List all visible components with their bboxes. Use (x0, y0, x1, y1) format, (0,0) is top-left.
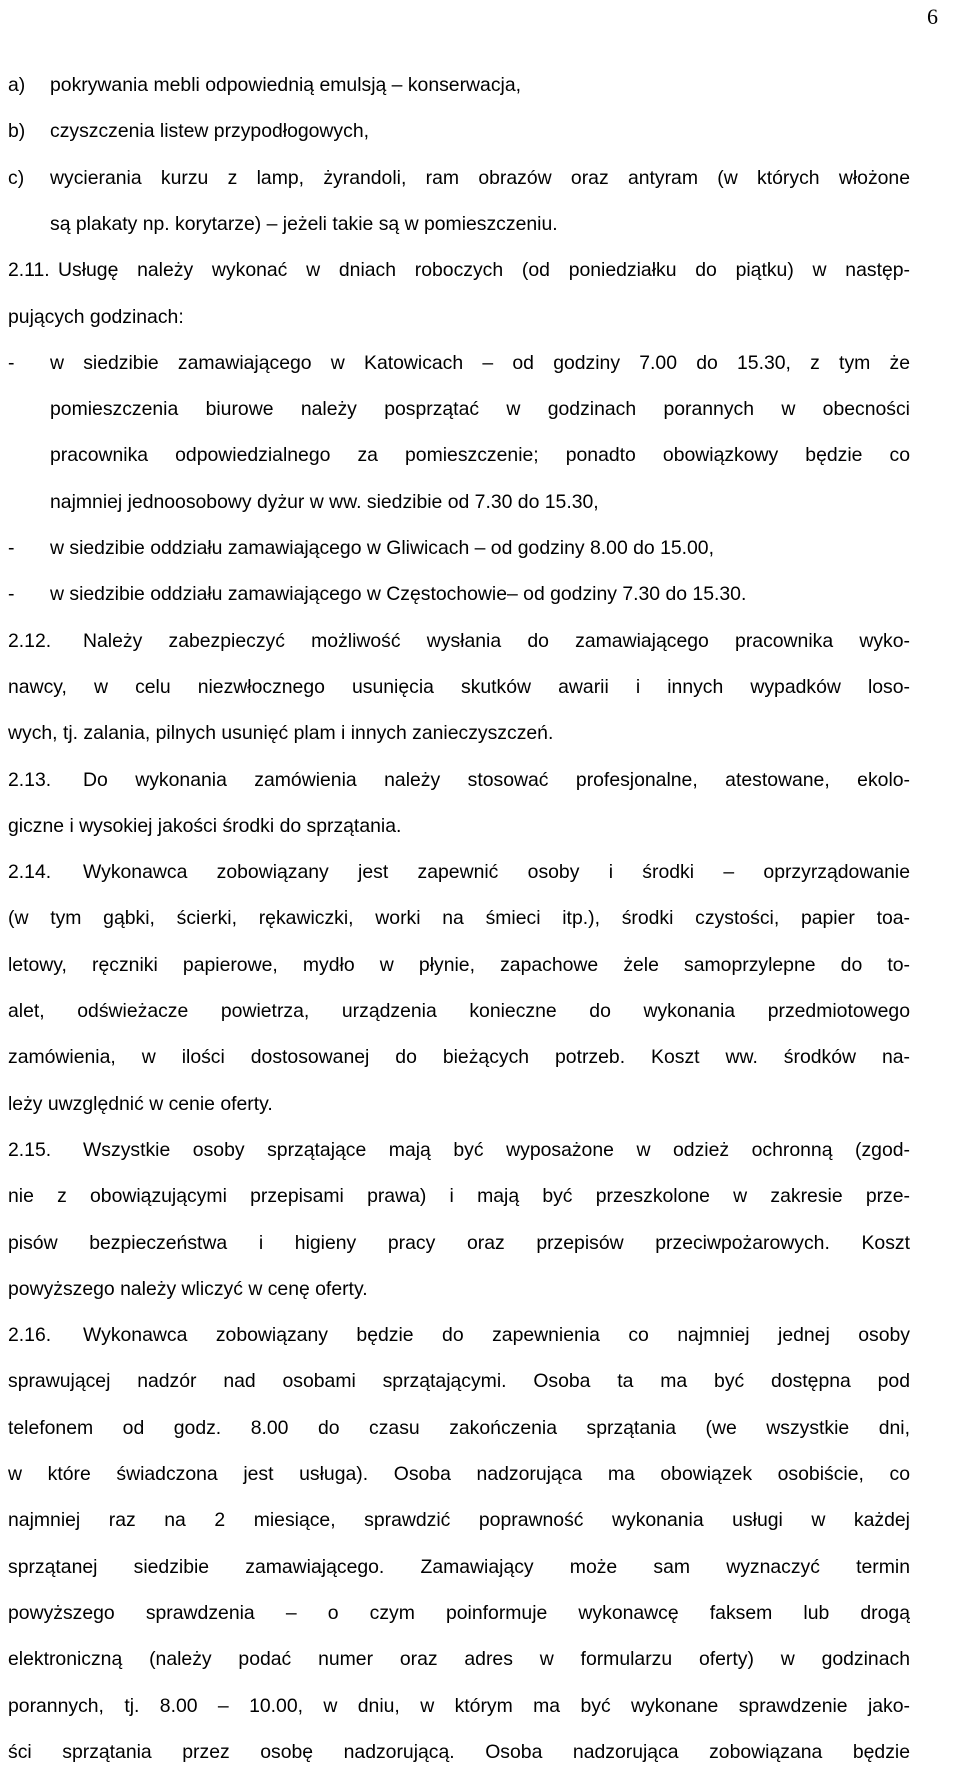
text-line (8, 1320, 910, 1350)
text-line (8, 857, 910, 887)
text-line (8, 1181, 910, 1211)
line-text: pokrywania mebli odpowiednią emulsją – konserwacja, (50, 74, 522, 96)
line-text: w które świadczona jest usługa). Osoba nadzorująca ma obowiązek osobiście, co (8, 1463, 910, 1485)
text-line (8, 1644, 910, 1674)
page-number: 6 (927, 4, 938, 29)
text-line (8, 950, 910, 980)
text-line (8, 1089, 910, 1119)
line-text: Należy zabezpieczyć możliwość wysłania do zamawiającego pracownika wyko- (83, 630, 910, 652)
text-line (8, 903, 910, 933)
item-label: - (8, 352, 15, 374)
text-line (8, 70, 910, 100)
line-text: pisów bezpieczeństwa i higieny pracy oraz przepisów przeciwpożarowych. Koszt (8, 1232, 910, 1254)
item-label: - (8, 583, 15, 605)
line-text: giczne i wysokiej jakości środki do sprzątania. (8, 815, 402, 837)
text-line (8, 672, 910, 702)
text-line (8, 1274, 910, 1304)
text-line (8, 1505, 910, 1535)
item-label: b) (8, 120, 26, 142)
line-text: Wykonawca zobowiązany będzie do zapewnienia co najmniej jednej osoby (83, 1324, 910, 1346)
line-text: porannych, tj. 8.00 – 10.00, w dniu, w którym ma być wykonane sprawdzenie jako- (8, 1695, 910, 1717)
line-text: wycierania kurzu z lamp, żyrandoli, ram obrazów oraz antyram (w których włożone (50, 167, 910, 189)
text-line (8, 116, 910, 146)
text-line (8, 302, 910, 332)
text-line (8, 1042, 910, 1072)
line-text: nie z obowiązującymi przepisami prawa) i mają być przeszkolone w zakresie prze- (8, 1185, 910, 1207)
text-line (8, 440, 910, 470)
line-text: sprzątanej siedzibie zamawiającego. Zamawiający może sam wyznaczyć termin (8, 1556, 910, 1578)
line-text: powyższego sprawdzenia – o czym poinformuje wykonawcę faksem lub drogą (8, 1602, 910, 1624)
text-line (8, 394, 910, 424)
text-line (8, 255, 910, 285)
line-text: alet, odświeżacze powietrza, urządzenia konieczne do wykonania przedmiotowego (8, 1000, 910, 1022)
text-line (8, 626, 910, 656)
line-text: telefonem od godz. 8.00 do czasu zakończenia sprzątania (we wszystkie dni, (8, 1417, 910, 1439)
line-text: Do wykonania zamówienia należy stosować profesjonalne, atestowane, ekolo- (83, 769, 910, 791)
text-line (8, 209, 910, 239)
line-text: są plakaty np. korytarze) – jeżeli takie są w pomieszczeniu. (50, 213, 558, 235)
text-line (8, 1737, 910, 1767)
text-line (8, 1552, 910, 1582)
item-label: a) (8, 74, 26, 96)
line-text: wych, tj. zalania, pilnych usunięć plam i innych zanieczyszczeń. (8, 722, 554, 744)
text-line (8, 996, 910, 1026)
line-text: w siedzibie zamawiającego w Katowicach – od godziny 7.00 do 15.30, z tym że (50, 352, 910, 374)
line-text: w siedzibie oddziału zamawiającego w Częstochowie– od godziny 7.30 do 15.30. (50, 583, 747, 605)
line-text: elektroniczną (należy podać numer oraz adres w formularzu oferty) w godzinach (8, 1648, 910, 1670)
text-line (8, 487, 910, 517)
text-line (8, 718, 910, 748)
line-text: powyższego należy wliczyć w cenę oferty. (8, 1278, 368, 1300)
line-text: pracownika odpowiedzialnego za pomieszczenie; ponadto obowiązkowy będzie co (50, 444, 910, 466)
item-label: - (8, 537, 15, 559)
line-text: najmniej raz na 2 miesiące, sprawdzić poprawność wykonania usługi w każdej (8, 1509, 910, 1531)
item-label: 2.12. (8, 630, 52, 652)
item-label: c) (8, 167, 25, 189)
line-text: nawcy, w celu niezwłocznego usunięcia skutków awarii i innych wypadków loso- (8, 676, 910, 698)
text-line (8, 579, 910, 609)
item-label: 2.11. (8, 259, 50, 281)
item-label: 2.15. (8, 1139, 52, 1161)
text-line (8, 1413, 910, 1443)
line-text: Wykonawca zobowiązany jest zapewnić osoby i środki – oprzyrządowanie (83, 861, 910, 883)
line-text: Usługę należy wykonać w dniach roboczych (od poniedziałku do piątku) w następ- (58, 259, 910, 281)
text-line (8, 1228, 910, 1258)
line-text: ści sprzątania przez osobę nadzorującą. Osoba nadzorująca zobowiązana będzie (8, 1741, 910, 1763)
text-line (8, 533, 910, 563)
line-text: (w tym gąbki, ścierki, rękawiczki, worki na śmieci itp.), środki czystości, papier toa- (8, 907, 910, 929)
text-line (8, 1135, 910, 1165)
line-text: pomieszczenia biurowe należy posprzątać w godzinach porannych w obecności (50, 398, 910, 420)
text-line (8, 348, 910, 378)
line-text: najmniej jednoosobowy dyżur w ww. siedzibie od 7.30 do 15.30, (50, 491, 599, 513)
line-text: czyszczenia listew przypodłogowych, (50, 120, 369, 142)
text-line (8, 765, 910, 795)
text-line (8, 811, 910, 841)
text-line (8, 163, 910, 193)
text-line (8, 1459, 910, 1489)
line-text: sprawującej nadzór nad osobami sprzątającymi. Osoba ta ma być dostępna pod (8, 1370, 910, 1392)
line-text: Wszystkie osoby sprzątające mają być wyposażone w odzież ochronną (zgod- (83, 1139, 910, 1161)
text-line (8, 1366, 910, 1396)
item-label: 2.14. (8, 861, 52, 883)
item-label: 2.16. (8, 1324, 52, 1346)
line-text: zamówienia, w ilości dostosowanej do bieżących potrzeb. Koszt ww. środków na- (8, 1046, 910, 1068)
line-text: letowy, ręczniki papierowe, mydło w płynie, zapachowe żele samoprzylepne do to- (8, 954, 910, 976)
text-line (8, 1691, 910, 1721)
line-text: leży uwzględnić w cenie oferty. (8, 1093, 273, 1115)
item-label: 2.13. (8, 769, 52, 791)
text-line (8, 1598, 910, 1628)
line-text: pujących godzinach: (8, 306, 184, 328)
line-text: w siedzibie oddziału zamawiającego w Gliwicach – od godziny 8.00 do 15.00, (50, 537, 714, 559)
